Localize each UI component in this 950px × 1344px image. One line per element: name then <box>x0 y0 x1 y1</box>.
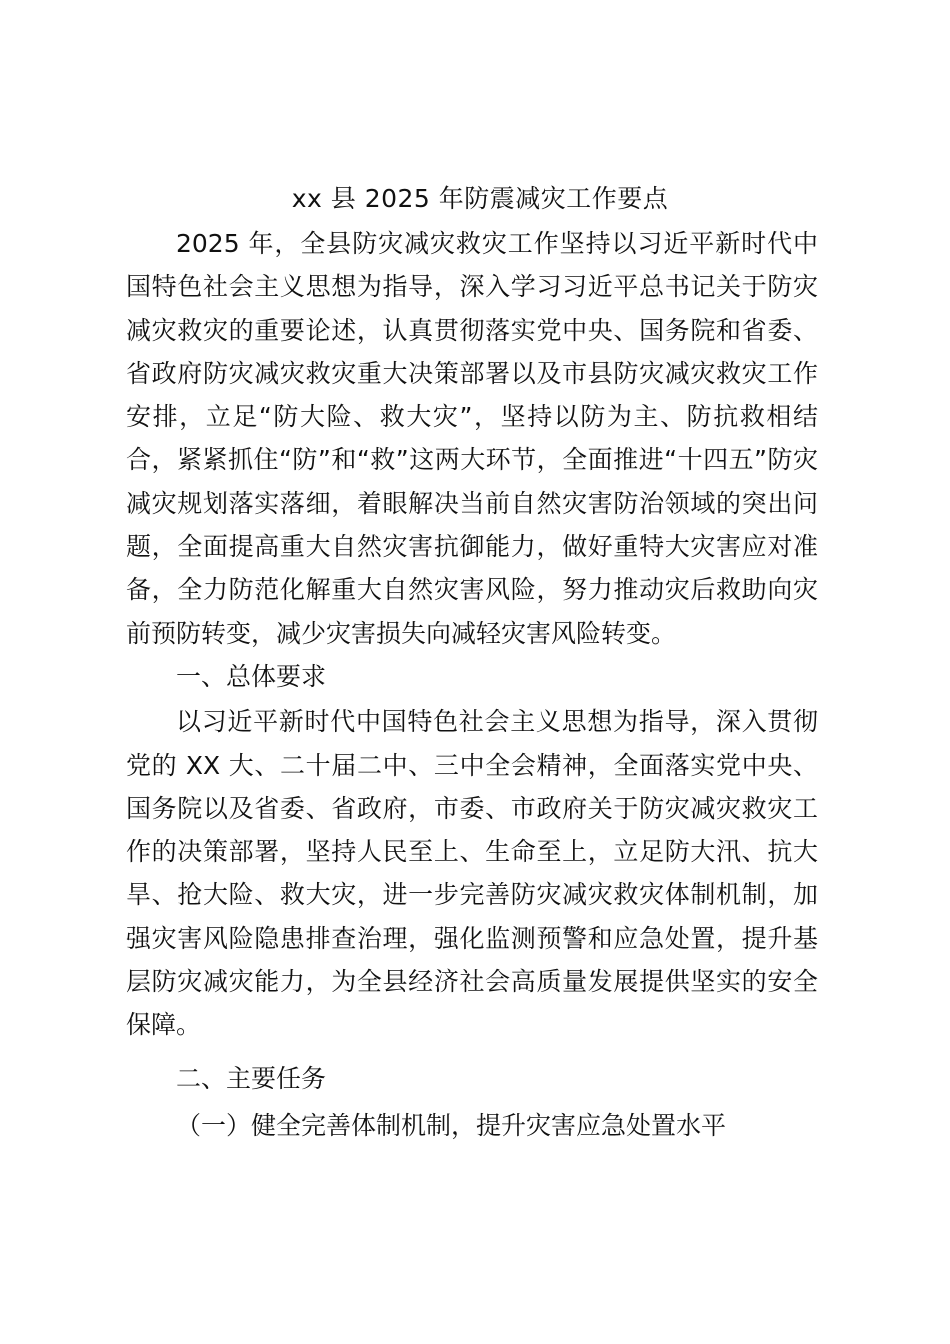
document-body <box>126 222 818 1147</box>
general-requirements-paragraph: 以习近平新时代中国特色社会主义思想为指导，深入贯彻党的 XX 大、二十届二中、三中全会精神，全面落实党中央、国务院以及省委、省政府，市委、市政府关于防灾减灾救灾工作的决策部署，坚持人民至上、生命至上，立足防大汛、抗大旱、抢大险、救大灾，进一步完善防灾减灾救灾体制机制，加强灾害风险隐患排查治理，强化监测预警和应急处置，提升基层防灾减灾能力，为全县经济社会高质量发展提供坚实的安全保障。 <box>126 707 818 1040</box>
intro-paragraph: 2025 年，全县防灾减灾救灾工作坚持以习近平新时代中国特色社会主义思想为指导，深入学习习近平总书记关于防灾减灾救灾的重要论述，认真贯彻落实党中央、国务院和省委、省政府防灾减灾救灾重大决策部署以及市县防灾减灾救灾工作安排，立足“防大险、救大灾”，坚持以防为主、防抗救相结合，紧紧抓住“防”和“救”这两大环节，全面推进“十四五”防灾减灾规划落实落细，着眼解决当前自然灾害防治领域的突出问题，全面提高重大自然灾害抗御能力，做好重特大灾害应对准备，全力防范化解重大自然灾害风险，努力推动灾后救助向灾前预防转变，减少灾害损失向减轻灾害风险转变。 <box>126 229 818 648</box>
section-heading-main-tasks: 二、主要任务 <box>176 1063 327 1093</box>
subsection-heading-1: （一）健全完善体制机制，提升灾害应急处置水平 <box>176 1110 727 1140</box>
document-title: xx 县 2025 年防震减灾工作要点 <box>291 184 669 213</box>
section-heading-general-requirements: 一、总体要求 <box>176 661 327 691</box>
